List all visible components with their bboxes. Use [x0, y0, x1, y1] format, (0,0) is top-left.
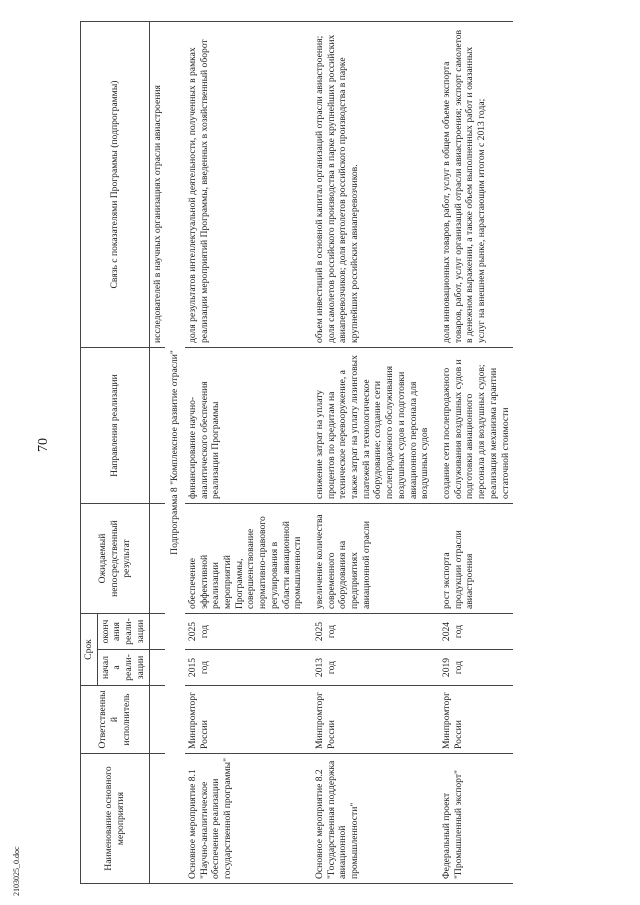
row-directions: финансирование научно-аналитического обеспечения реализации Программы — [185, 348, 306, 504]
subprogram-title: Подпрограмма 8 "Комплексное развитие отрасли" — [165, 22, 185, 884]
row-directions: снижение затрат на уплату процентов по кредитам на техническое перевооружение, а также затрат на уплату лизинговых платежей за технологическое оборудование; создание сети послепродажного обслуживания воздушных судов и подготовки авиационного персонала для воздушных судов — [306, 348, 433, 504]
row-executor: Минпромторг России — [433, 686, 513, 754]
header-name: Наименование основного мероприятия — [81, 754, 150, 884]
row-result: увеличение количества современного оборудования на предприятиях авиационной отрасли — [306, 504, 433, 614]
row-end: 2024 год — [433, 614, 513, 650]
header-term: Срок — [81, 614, 98, 686]
header-executor: Ответственный исполнитель — [81, 686, 150, 754]
row-end: 2025 год — [185, 614, 306, 650]
row-executor: Минпромторг России — [185, 686, 306, 754]
header-end: окончания реали-зации — [97, 614, 149, 650]
header-start: начала реали-зации — [97, 650, 149, 686]
row-link: доля инновационных товаров, работ, услуг в общем объеме экспорта товаров, работ, услуг организаций отрасли авиастроения; экспорт самолетов в денежном выражении, а также объем выполненных работ и оказанных услуг на внешнем рынке, нарастающим итогом с 2013 года; — [433, 22, 513, 348]
row-start: 2019 год — [433, 650, 513, 686]
row-name: Основное мероприятие 8.1 "Научно-аналитическое обеспечение реализации государственной программы" — [185, 754, 306, 884]
table-row — [433, 22, 513, 884]
row-link: объем инвестиций в основной капитал организаций отрасли авиастроения; доля самолетов российского производства в парке крупнейших российских авиаперевозчиков; доля вертолетов российского производства в парке крупнейших российских авиаперевозчиков. — [306, 22, 433, 348]
header-directions: Направления реализации — [81, 348, 150, 504]
row-name: Федеральный проект "Промышленный экспорт" — [433, 754, 513, 884]
row-start: 2015 год — [185, 650, 306, 686]
row-directions: создание сети послепродажного обслуживания воздушных судов и подготовки авиационного персонала для воздушных судов; реализация механизма гарантии остаточной стоимости — [433, 348, 513, 504]
row-result: рост экспорта продукции отрасли авиастроения — [433, 504, 513, 614]
row-executor: Минпромторг России — [306, 686, 433, 754]
file-stamp: 2103025_0.doc — [12, 846, 21, 896]
header-row-1 — [81, 22, 98, 884]
row-result: обеспечение эффективной реализации мероприятий Программы, совершенствование нормативно-правового регулирования в области авиационной промышленности — [185, 504, 306, 614]
continuation-row — [149, 22, 165, 884]
table-row — [306, 22, 433, 884]
rotated-table-page — [80, 22, 626, 884]
continuation-text: исследователей в научных организациях отрасли авиастроения — [149, 22, 165, 348]
row-name: Основное мероприятие 8.2 "Государственная поддержка авиационной промышленности" — [306, 754, 433, 884]
header-result: Ожидаемый непосредственный результат — [81, 504, 150, 614]
row-link: доля результатов интеллектуальной деятельности, полученных в рамках реализации мероприятий Программы, введенных в хозяйственный оборот — [185, 22, 306, 348]
row-end: 2025 год — [306, 614, 433, 650]
subprogram-row — [165, 22, 185, 884]
table-row — [185, 22, 306, 884]
page-number: 70 — [36, 438, 51, 452]
measures-table — [80, 21, 513, 884]
row-start: 2013 год — [306, 650, 433, 686]
header-link: Связь с показателями Программы (подпрограммы) — [81, 22, 150, 348]
